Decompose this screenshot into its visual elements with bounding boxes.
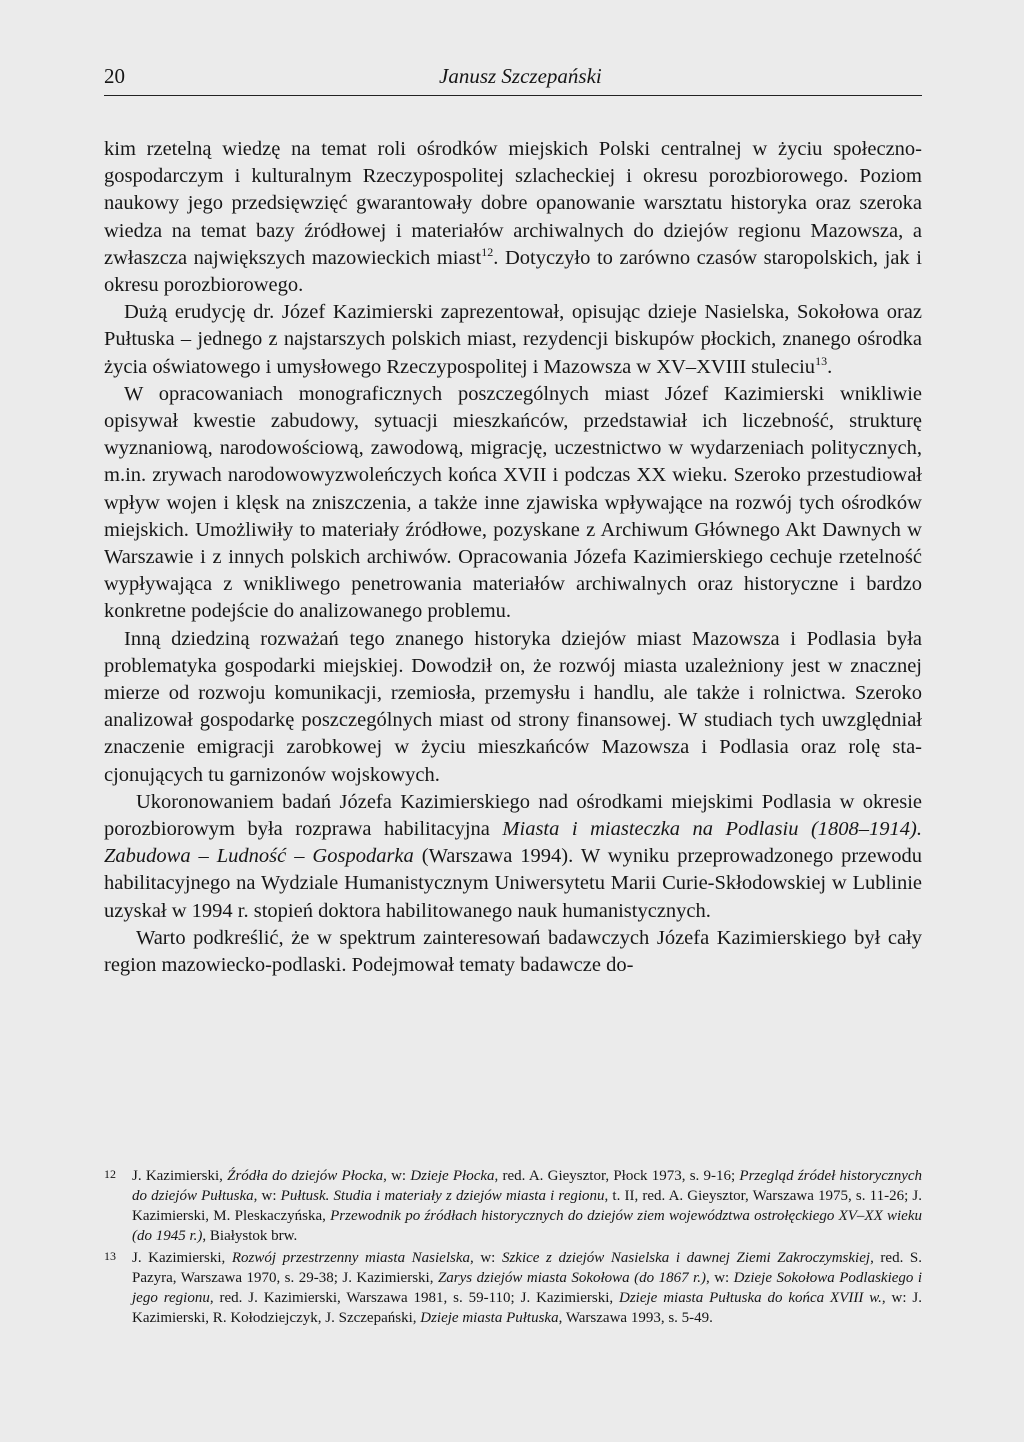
paragraph-1-tail: . Dotyczyło to zarówno czasów staropolskich, jak i okresu porozbiorowego.	[104, 246, 922, 297]
footnote-segment: , w: J. Kazimierski, R. Kołodziejczyk, J. Szczepański,	[132, 1290, 922, 1326]
footnote-segment: , red. A. Gieysztor, Płock 1973, s. 9-16;	[494, 1168, 740, 1184]
paragraph-2-tail: .	[827, 355, 833, 378]
footnote-13	[104, 1248, 922, 1328]
header-rule	[104, 95, 922, 96]
footnote-title: Źródła do dziejów Płocka	[227, 1168, 384, 1184]
footnote-segment: J. Kazimierski,	[132, 1168, 228, 1184]
footnote-segment: , t. II, red. A. Gieysztor, Warszawa 1975, s. 11-26; J. Kazimierski, M. Pleskaczyńska,	[132, 1188, 923, 1224]
footnote-title: Dzieje Sokołowa Podlaskiego i jego regionu	[132, 1270, 923, 1306]
footnote-title: Przewodnik po źródłach historycznych do dziejów ziem województwa ostrołęckiego XV–XX wieku (do 1945 r.)	[132, 1208, 922, 1244]
paragraph-5	[104, 789, 922, 925]
footnote-segment: , w:	[470, 1250, 502, 1266]
footnote-segment: , red. S. Pazyra, Warszawa 1970, s. 29-38; J. Kazimierski,	[132, 1250, 923, 1286]
footnote-number: 12	[104, 1167, 116, 1181]
paragraph-1-text: kim rzetelną wiedzę na temat roli ośrodków miejskich Polski centralnej w życiu społeczno-gospodarczym i kulturalnym Rzeczypospolitej szlacheckiej i okresu porozbiorowego. Poziom naukowy jego przedsięwzięć gwarantowały dobre opanowanie warsztatu historyka oraz szeroka wiedza na temat bazy źródłowej i materiałów archiwalnych do dziejów regionu Mazowsza, a zwłaszcza największych mazowieckich miast	[104, 138, 922, 269]
footnote-segment: J. Kazimierski,	[132, 1250, 232, 1266]
footnote-12	[104, 1166, 922, 1246]
paragraph-2	[104, 299, 922, 381]
footnote-title: Rozwój przestrzenny miasta Nasielska	[231, 1250, 470, 1266]
footnote-segment: , Białystok brw.	[202, 1228, 298, 1244]
footnote-text	[132, 1168, 922, 1244]
paragraph-5-text-a: Ukoronowaniem badań Józefa Kazimierskiego nad ośrodkami miejskimi Podlasia w okresie porozbiorowym była rozprawa habilitacyjna	[104, 790, 922, 841]
paragraph-6: Warto podkreślić, że w spektrum zainteresowań badawczych Józefa Kazimierskiego był cały region mazowiecko-podlaski. Podejmował tematy badawcze do-	[104, 926, 922, 977]
habilitation-title: Miasta i miasteczka na Podlasiu (1808–1914). Zabudowa – Ludność – Gospodarka	[104, 818, 922, 868]
footnote-text	[132, 1250, 922, 1326]
paragraph-3: W opracowaniach monograficznych poszczególnych miast Józef Kazimierski wnikliwie opisywał kwestie zabudowy, sytuacji mieszkańców, przedstawiał ich liczebność, strukturę wyznaniową, narodowościową, zawodową, migrację, uczestnictwo w wydarzeniach politycznych, m.in. zrywach narodowowyzwoleńczych końca XVII i podczas XX wieku. Szeroko przestudiował wpływ wojen i klęsk na zniszczenia, a także inne zjawiska wpływające na rozwój tych ośrodków miejskich. Umożliwiły to materiały źródłowe, pozyskane z Archiwum Głównego Akt Dawnych w Warszawie i z innych polskich archiwów. Opracowania Józefa Kazimierskiego cechuje rzetelność wypływająca z wnikliwego penetrowania materiałów archiwalnych oraz historyczne i bardzo konkretne podejście do analizowanego problemu.	[104, 382, 922, 623]
footnote-title: Zarys dziejów miasta Sokołowa (do 1867 r.)	[437, 1270, 706, 1286]
footnote-ref-13[interactable]: 13	[815, 353, 828, 368]
footnote-ref-12[interactable]: 12	[481, 244, 494, 259]
footnote-title: Dzieje Płocka	[410, 1168, 495, 1184]
footnote-segment: , w:	[383, 1168, 411, 1184]
footnote-title: Dzieje miasta Pułtuska do końca XVIII w.	[619, 1290, 882, 1306]
paragraph-2-text: Dużą erudycję dr. Józef Kazimierski zaprezentował, opisując dzieje Nasielska, Sokołowa oraz Pułtuska – jednego z najstarszych polskich miast, rezydencji biskupów płockich, znanego ośrodka życia oświatowego i umysłowego Rzeczypospolitej i Mazowsza w XV–XVIII stuleciu	[104, 301, 922, 378]
running-head-author: Janusz Szczepański	[439, 64, 602, 88]
footnote-title: Dzieje miasta Pułtuska	[420, 1310, 559, 1326]
footnote-title: Przegląd źródeł historycznych do dziejów Pułtuska	[132, 1168, 923, 1204]
footnotes	[104, 1166, 922, 1330]
body-text	[104, 136, 922, 979]
footnote-number: 13	[104, 1249, 116, 1263]
footnote-segment: , Warszawa 1993, s. 5-49.	[558, 1310, 713, 1326]
footnote-title: Pułtusk. Studia i materiały z dziejów miasta i regionu	[280, 1188, 605, 1204]
paragraph-4: Inną dziedziną rozważań tego znanego historyka dziejów miast Mazowsza i Podlasia była problematyka gospodarki miejskiej. Dowodził on, że rozwój miasta uzależniony jest w znacznej mierze od rozwoju komunikacji, rzemiosła, przemysłu i handlu, ale także i rolnictwa. Szeroko analizował gospodarkę poszczególnych miast od strony finansowej. W studiach tych uwzględniał znaczenie emigracji zarobkowej w życiu mieszkańców Mazowsza i Podlasia oraz rolę stacjonujących tu garnizonów wojskowych.	[104, 627, 922, 786]
footnote-segment: , w:	[705, 1270, 734, 1286]
paragraph-1	[104, 136, 922, 299]
page-header	[104, 64, 922, 94]
footnote-segment: , w:	[253, 1188, 281, 1204]
page-number: 20	[104, 64, 125, 88]
paragraph-5-text-b: (Warszawa 1994). W wyniku przeprowadzonego przewodu habilitacyjnego na Wydziale Humanistycznym Uniwersytetu Marii Curie-Skłodowskiej w Lublinie uzyskał w 1994 r. stopień doktora habilitowanego nauk humanistycznych.	[104, 845, 922, 922]
footnote-title: Szkice z dziejów Nasielska i dawnej Ziemi Zakroczymskiej	[501, 1250, 871, 1266]
footnote-segment: , red. J. Kazimierski, Warszawa 1981, s. 59-110; J. Kazimierski,	[209, 1290, 620, 1306]
